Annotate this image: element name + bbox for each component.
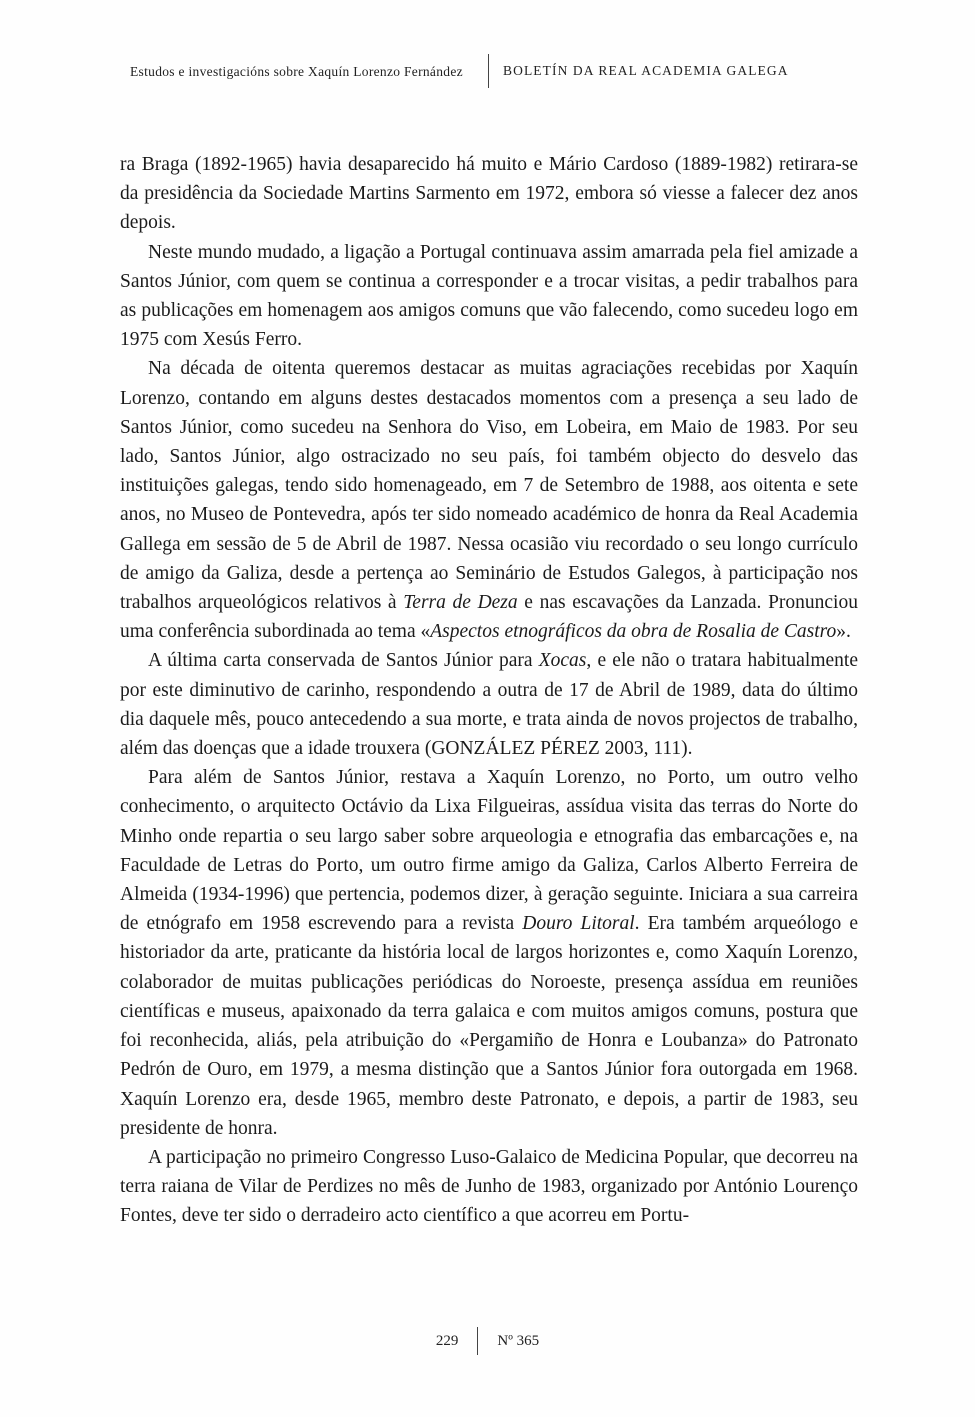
paragraph (120, 646, 858, 763)
footer-inner (0, 1326, 975, 1356)
italic-text-run: Terra de Deza (403, 592, 518, 614)
italic-text-run: Xocas (538, 650, 587, 672)
text-run: A participação no primeiro Congresso Luso-Galaico de Medicina Popular, que decorreu na terra raiana de Vilar de Perdizes no mês de Junho de 1983, organizado por António Lourenço Fontes, deve ter sido o derradeiro acto científico a que acorreu em Portu- (120, 1146, 858, 1227)
footer-divider (477, 1327, 478, 1355)
paragraph (120, 150, 858, 238)
paragraph (120, 238, 858, 355)
header-left-title: Estudos e investigacións sobre Xaquín Lorenzo Fernández (130, 64, 463, 79)
paragraph (120, 763, 858, 1143)
header-divider (488, 54, 489, 88)
text-run: A última carta conservada de Santos Júnior para (148, 650, 539, 672)
text-run: . Era também arqueólogo e historiador da arte, praticante da história local de largos horizontes e, como Xaquín Lorenzo, colaborador de muitas publicações periódicas do Noroeste, presença assídua em reuniões científicas e museus, apaixonado da terra galaica e com muitos amigos comuns, postura que foi reconhecida, aliás, pela atribuição do «Pergamiño de Honra e Loubanza» do Patronato Pedrón de Ouro, em 1979, a mesma distinção que a Santos Júnior fora outorgada em 1968. Xaquín Lorenzo era, desde 1965, membro deste Patronato, e depois, a partir de 1983, seu presidente de honra. (120, 913, 858, 1139)
paragraph (120, 354, 858, 646)
header-right-title: BOLETÍN DA REAL ACADEMIA GALEGA (503, 63, 789, 78)
text-run: Neste mundo mudado, a ligação a Portugal continuava assim amarrada pela fiel amizade a Santos Júnior, com quem se continua a corresponder e a trocar visitas, a pedir trabalhos para as publicações em homenagem aos amigos comuns que vão falecendo, como sucedeu logo em 1975 com Xesús Ferro. (120, 241, 858, 351)
body-text (120, 150, 858, 1231)
text-run: Na década de oitenta queremos destacar as muitas agraciações recebidas por Xaquín Lorenzo, contando em alguns destes destacados momentos com a presença a seu lado de Santos Júnior, como sucedeu na Senhora do Viso, em Lobeira, em Maio de 1983. Por seu lado, Santos Júnior, algo ostracizado no seu país, foi também objecto do desvelo das instituições galegas, tendo sido homenageado, em 7 de Setembro de 1988, aos oitenta e sete anos, no Museo de Pontevedra, após ter sido nomeado académico de honra da Real Academia Gallega em sessão de 5 de Abril de 1987. Nessa ocasião viu recordado o seu longo currículo de amigo da Galiza, desde a pertença ao Seminário de Estudos Galegos, à participação nos trabalhos arqueológicos relativos à (120, 358, 858, 614)
text-run: ra Braga (1892-1965) havia desaparecido há muito e Mário Cardoso (1889-1982) retirara-se da presidência da Sociedade Martins Sarmento em 1972, embora só viesse a falecer dez anos depois. (120, 154, 858, 234)
text-run: , e ele não o tratara habitualmente por este diminutivo de carinho, respondendo a outra de 17 de Abril de 1989, data do último dia daquele mês, pouco antecedendo a sua morte, e trata ainda de novos projectos de trabalho, além das doenças que a idade trouxera (GONZÁLEZ PÉREZ 2003, 111). (120, 650, 858, 760)
text-run: Para além de Santos Júnior, restava a Xaquín Lorenzo, no Porto, um outro velho conhecimento, o arquitecto Octávio da Lixa Filgueiras, assídua visita das terras do Norte do Minho onde repartia o seu largo saber sobre arqueologia e etnografia das embarcações e, na Faculdade de Letras do Porto, um outro firme amigo da Galiza, Carlos Alberto Ferreira de Almeida (1934-1996) que pertencia, podemos dizer, à geração seguinte. Iniciara a sua carreira de etnógrafo em 1958 escrevendo para a revista (120, 767, 858, 935)
footer-issue-number: Nº 365 (497, 1332, 540, 1349)
page-header (0, 54, 975, 88)
text-run: ». (836, 621, 851, 643)
text-run: e nas escavações da Lanzada. Pronunciou uma conferência subordinada ao tema « (120, 592, 858, 643)
page-footer (0, 1326, 975, 1356)
italic-text-run: Douro Litoral (522, 913, 635, 935)
italic-text-run: Aspectos etnográficos da obra de Rosalia de Castro (430, 621, 837, 643)
footer-page-number: 229 (435, 1332, 459, 1349)
paragraph (120, 1143, 858, 1231)
